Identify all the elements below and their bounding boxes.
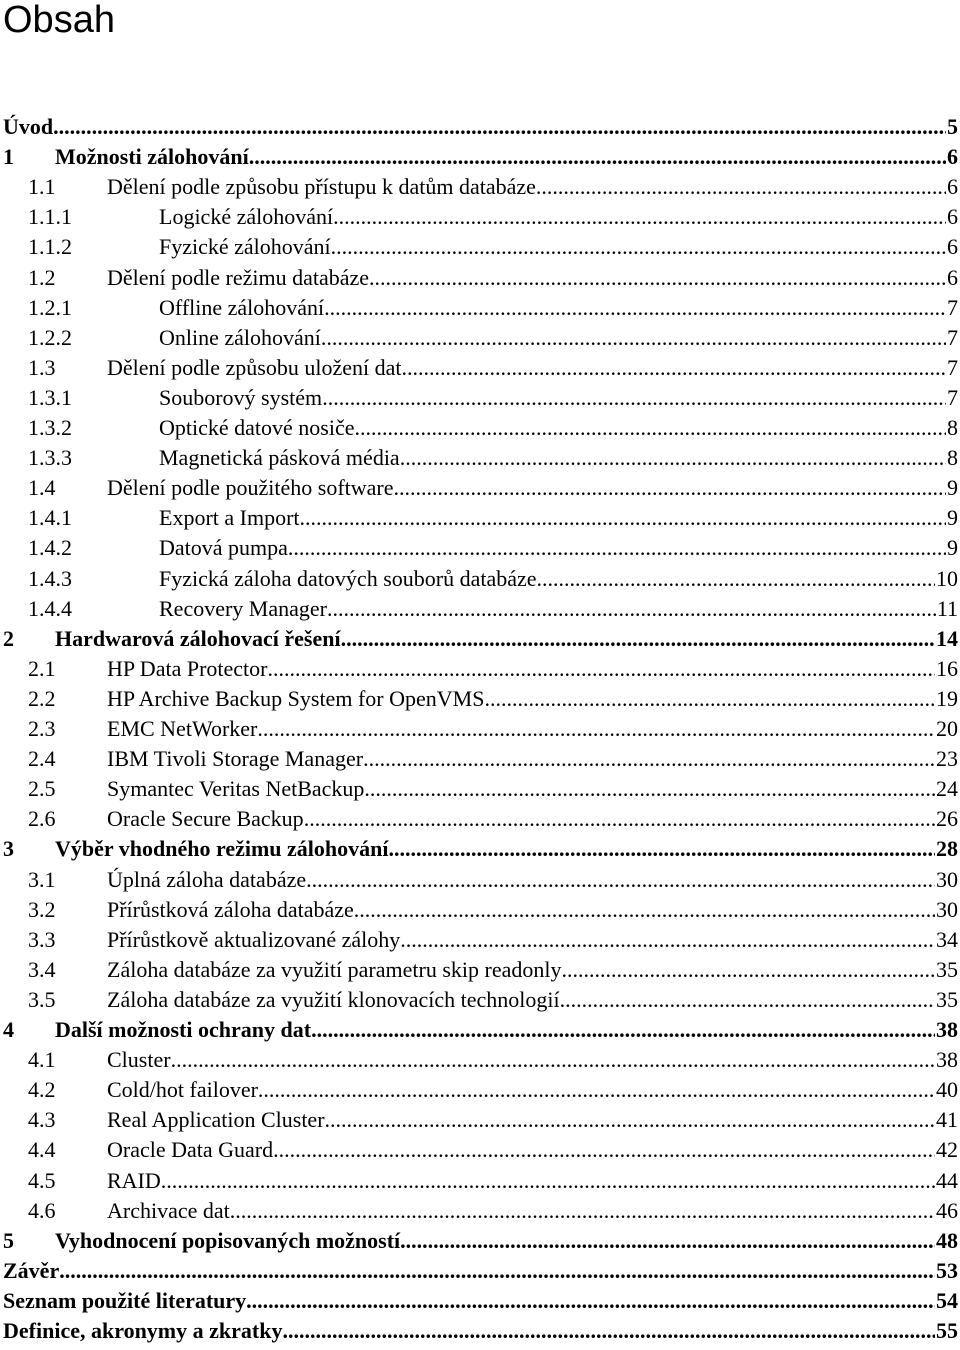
- toc-entry[interactable]: [0, 473, 960, 503]
- dot-leader: [560, 985, 935, 1015]
- dot-leader: [536, 172, 946, 202]
- toc-entry[interactable]: [0, 1166, 960, 1196]
- toc-entry[interactable]: [0, 1135, 960, 1165]
- toc-entry-page-number[interactable]: 10: [936, 566, 958, 591]
- toc-entry-line: [159, 443, 960, 473]
- toc-entry-title[interactable]: Dělení podle použitého software: [107, 475, 394, 500]
- toc-entry[interactable]: [0, 263, 960, 293]
- toc-entry-line: [107, 353, 960, 383]
- toc-entry-page-number[interactable]: 8: [947, 445, 958, 470]
- toc-entry-title[interactable]: Export a Import: [159, 505, 300, 530]
- dot-leader: [364, 774, 935, 804]
- toc-entry-page-number[interactable]: 41: [936, 1107, 958, 1132]
- toc-entry-line: [107, 473, 960, 503]
- toc-entry-title[interactable]: Dělení podle způsobu přístupu k datům databáze: [107, 174, 536, 199]
- toc-entry[interactable]: [0, 533, 960, 563]
- toc-entry[interactable]: [0, 353, 960, 383]
- dot-leader: [230, 1196, 935, 1226]
- toc-entry-line: [55, 142, 960, 172]
- toc-entry-line: [159, 202, 960, 232]
- toc-entry[interactable]: [0, 1105, 960, 1135]
- toc-entry-line: [159, 564, 960, 594]
- toc-entry-title[interactable]: Další možnosti ochrany dat: [55, 1017, 312, 1042]
- toc-entry-page-number[interactable]: 55: [936, 1318, 958, 1343]
- dot-leader: [354, 895, 935, 925]
- toc-entry-page-number[interactable]: 20: [936, 716, 958, 741]
- toc-entry-page-number[interactable]: 38: [936, 1047, 958, 1072]
- dot-leader: [59, 1256, 935, 1286]
- toc-entry-line: [55, 624, 960, 654]
- toc-entry-number: 3.5: [28, 987, 56, 1012]
- toc-entry-number: 1.2.1: [28, 295, 72, 320]
- toc-entry-title[interactable]: Archivace dat: [107, 1198, 230, 1223]
- toc-entry-number: 3.4: [28, 957, 56, 982]
- toc-entry-page-number[interactable]: 6: [947, 234, 958, 259]
- toc-entry-page-number[interactable]: 9: [947, 475, 958, 500]
- toc-entry-page-number[interactable]: 19: [936, 686, 958, 711]
- toc-entry-line: [159, 323, 960, 353]
- dot-leader: [282, 1316, 935, 1346]
- toc-entry-line: [107, 774, 960, 804]
- toc-entry[interactable]: [0, 1316, 960, 1346]
- toc-entry-title[interactable]: Real Application Cluster: [107, 1107, 325, 1132]
- toc-entry-number: 4.1: [28, 1047, 56, 1072]
- toc-entry-page-number[interactable]: 6: [947, 265, 958, 290]
- dot-leader: [363, 744, 935, 774]
- dot-leader: [161, 1166, 935, 1196]
- toc-entry-number: 3: [3, 836, 14, 861]
- toc-entry[interactable]: [0, 925, 960, 955]
- toc-entry-page-number[interactable]: 11: [936, 596, 958, 621]
- toc-entry-number: 1.1: [28, 174, 56, 199]
- toc-entry-line: [159, 533, 960, 563]
- toc-entry-number: 4.4: [28, 1137, 56, 1162]
- dot-leader: [537, 564, 935, 594]
- toc-entry-title[interactable]: Fyzické zálohování: [159, 234, 331, 259]
- toc-entry-line: [107, 804, 960, 834]
- toc-entry-number: 3.3: [28, 927, 56, 952]
- toc-entry-title[interactable]: Datová pumpa: [159, 535, 288, 560]
- toc-entry-page-number[interactable]: 24: [936, 776, 958, 801]
- toc-entry-line: [3, 1316, 960, 1346]
- dot-leader: [322, 383, 946, 413]
- toc-entry-title[interactable]: Úvod: [3, 114, 54, 139]
- toc-entry[interactable]: [0, 202, 960, 232]
- toc-entry-number: 1.1.1: [28, 204, 72, 229]
- toc-entry-page-number[interactable]: 35: [936, 957, 958, 982]
- dot-leader: [400, 1226, 935, 1256]
- toc-entry-title[interactable]: Možnosti zálohování: [55, 144, 249, 169]
- toc-entry-line: [107, 895, 960, 925]
- toc-entry-title[interactable]: Závěr: [3, 1258, 60, 1283]
- toc-entry-line: [107, 654, 960, 684]
- toc-entry-number: 1.4.3: [28, 566, 72, 591]
- toc-entry-number: 1.3.1: [28, 385, 72, 410]
- toc-entry-line: [107, 985, 960, 1015]
- toc-entry-line: [107, 1075, 960, 1105]
- toc-entry[interactable]: [0, 1075, 960, 1105]
- dot-leader: [325, 1105, 935, 1135]
- toc-entry-title[interactable]: Fyzická záloha datových souborů databáze: [159, 566, 537, 591]
- dot-leader: [267, 654, 935, 684]
- toc-entry-number: 1.4: [28, 475, 56, 500]
- toc-entry-page-number[interactable]: 34: [936, 927, 958, 952]
- dot-leader: [249, 142, 946, 172]
- toc-entry-title[interactable]: Offline zálohování: [159, 295, 325, 320]
- dot-leader: [327, 594, 936, 624]
- toc-entry[interactable]: [0, 684, 960, 714]
- toc-entry[interactable]: [0, 714, 960, 744]
- toc-entry-line: [107, 263, 960, 293]
- toc-entry[interactable]: [0, 1015, 960, 1045]
- toc-entry-page-number[interactable]: 7: [947, 355, 958, 380]
- toc-entry[interactable]: [0, 564, 960, 594]
- toc-entry-number: 1.2.2: [28, 325, 72, 350]
- toc-entry-title[interactable]: Záloha databáze za využití parametru skip readonly: [107, 957, 562, 982]
- toc-entry-page-number[interactable]: 7: [947, 325, 958, 350]
- toc-entry-number: 3.2: [28, 897, 56, 922]
- toc-entry-title[interactable]: Magnetická pásková média: [159, 445, 400, 470]
- toc-entry-number: 2.4: [28, 746, 56, 771]
- toc-entry-line: [55, 1015, 960, 1045]
- dot-leader: [401, 353, 946, 383]
- toc-entry[interactable]: [0, 895, 960, 925]
- toc-entry-number: 4: [3, 1017, 14, 1042]
- toc-entry-page-number[interactable]: 28: [936, 836, 958, 861]
- toc-entry-number: 4.3: [28, 1107, 56, 1132]
- toc-entry-number: 1.4.4: [28, 596, 72, 621]
- toc-entry-page-number[interactable]: 38: [936, 1017, 958, 1042]
- dot-leader: [341, 624, 935, 654]
- toc-entry-line: [3, 112, 960, 142]
- toc-entry-title[interactable]: Výběr vhodného režimu zálohování: [55, 836, 389, 861]
- dot-leader: [257, 714, 935, 744]
- toc-entry-number: 5: [3, 1228, 14, 1253]
- toc-entry[interactable]: [0, 865, 960, 895]
- toc-entry-page-number[interactable]: 26: [936, 806, 958, 831]
- toc-entry-line: [3, 1286, 960, 1316]
- toc-entry-line: [3, 1256, 960, 1286]
- toc-entry-line: [107, 744, 960, 774]
- toc-entry-title[interactable]: EMC NetWorker: [107, 716, 258, 741]
- toc-entry-page-number[interactable]: 7: [947, 385, 958, 410]
- toc-entry-page-number[interactable]: 5: [947, 114, 958, 139]
- dot-leader: [400, 925, 935, 955]
- toc-entry-page-number[interactable]: 48: [936, 1228, 958, 1253]
- toc-entry-title[interactable]: IBM Tivoli Storage Manager: [107, 746, 364, 771]
- toc-entry[interactable]: [0, 323, 960, 353]
- dot-leader: [321, 323, 946, 353]
- toc-entry-number: 1.2: [28, 265, 56, 290]
- toc-entry-title[interactable]: Seznam použité literatury: [3, 1288, 247, 1313]
- toc-entry-line: [55, 834, 960, 864]
- toc-entry-line: [107, 172, 960, 202]
- toc-entry-line: [107, 1135, 960, 1165]
- toc-entry-line: [107, 684, 960, 714]
- toc-entry-page-number[interactable]: 8: [947, 415, 958, 440]
- toc-entry-title[interactable]: Optické datové nosiče: [159, 415, 355, 440]
- toc-entry[interactable]: [0, 112, 960, 142]
- toc-entry-title[interactable]: Dělení podle způsobu uložení dat: [107, 355, 402, 380]
- toc-entry-title[interactable]: Vyhodnocení popisovaných možností: [55, 1228, 401, 1253]
- toc-entry-title[interactable]: Oracle Secure Backup: [107, 806, 304, 831]
- toc-entry-line: [107, 714, 960, 744]
- toc-entry-line: [107, 925, 960, 955]
- page-title: Obsah: [3, 0, 115, 41]
- toc-entry-number: 2.5: [28, 776, 56, 801]
- toc-entry-number: 2.1: [28, 656, 56, 681]
- toc-entry[interactable]: [0, 413, 960, 443]
- toc-entry[interactable]: [0, 232, 960, 262]
- toc-entry-number: 2.3: [28, 716, 56, 741]
- dot-leader: [400, 443, 946, 473]
- toc-entry-number: 1.1.2: [28, 234, 72, 259]
- toc-entry[interactable]: [0, 955, 960, 985]
- toc-entry-line: [107, 1196, 960, 1226]
- dot-leader: [389, 834, 936, 864]
- dot-leader: [246, 1286, 935, 1316]
- dot-leader: [311, 1015, 935, 1045]
- dot-leader: [394, 473, 946, 503]
- toc-entry[interactable]: [0, 1045, 960, 1075]
- toc-entry-line: [159, 293, 960, 323]
- dot-leader: [369, 263, 946, 293]
- toc-entry-page-number[interactable]: 54: [936, 1288, 958, 1313]
- toc-entry[interactable]: [0, 142, 960, 172]
- toc-entry-line: [107, 1045, 960, 1075]
- toc-entry-title[interactable]: Definice, akronymy a zkratky: [3, 1318, 283, 1343]
- toc-entry-number: 4.6: [28, 1198, 56, 1223]
- toc-entry-line: [159, 232, 960, 262]
- toc-entry-line: [159, 383, 960, 413]
- toc-entry-number: 1.4.1: [28, 505, 72, 530]
- toc-entry-page-number[interactable]: 6: [947, 174, 958, 199]
- toc-entry[interactable]: [0, 1196, 960, 1226]
- toc-entry[interactable]: [0, 293, 960, 323]
- toc-entry-page-number[interactable]: 9: [947, 535, 958, 560]
- toc-entry-page-number[interactable]: 44: [936, 1168, 958, 1193]
- toc-entry-page-number[interactable]: 23: [936, 746, 958, 771]
- toc-entry-number: 1: [3, 144, 14, 169]
- toc-entry-title[interactable]: Symantec Veritas NetBackup: [107, 776, 365, 801]
- toc-entry-line: [107, 1105, 960, 1135]
- dot-leader: [171, 1045, 935, 1075]
- toc-entry-title[interactable]: HP Archive Backup System for OpenVMS: [107, 686, 485, 711]
- toc-entry-number: 4.5: [28, 1168, 56, 1193]
- dot-leader: [288, 533, 946, 563]
- dot-leader: [273, 1135, 935, 1165]
- toc-entry[interactable]: [0, 834, 960, 864]
- dot-leader: [300, 503, 946, 533]
- toc-entry-line: [159, 413, 960, 443]
- toc-entry[interactable]: [0, 594, 960, 624]
- dot-leader: [484, 684, 935, 714]
- toc-entry-number: 2: [3, 626, 14, 651]
- toc-entry[interactable]: [0, 744, 960, 774]
- toc-entry-page-number[interactable]: 9: [947, 505, 958, 530]
- toc-entry[interactable]: [0, 1286, 960, 1316]
- dot-leader: [53, 112, 946, 142]
- toc-entry-line: [107, 955, 960, 985]
- toc-entry-page-number[interactable]: 35: [936, 987, 958, 1012]
- toc-entry-title[interactable]: RAID: [107, 1168, 161, 1193]
- toc-entry-title[interactable]: Cluster: [107, 1047, 171, 1072]
- toc-entry-page-number[interactable]: 46: [936, 1198, 958, 1223]
- toc-entry-title[interactable]: Logické zálohování: [159, 204, 334, 229]
- toc-entry[interactable]: [0, 172, 960, 202]
- toc-entry-title[interactable]: Přírůstkově aktualizované zálohy: [107, 927, 401, 952]
- toc-entry-title[interactable]: Záloha databáze za využití klonovacích technologií: [107, 987, 560, 1012]
- toc-entry-line: [159, 594, 960, 624]
- toc-entry-title[interactable]: Cold/hot failover: [107, 1077, 258, 1102]
- toc-entry-page-number[interactable]: 6: [947, 204, 958, 229]
- toc-entry-number: 1.3: [28, 355, 56, 380]
- toc-entry-title[interactable]: Souborový systém: [159, 385, 323, 410]
- toc-entry-number: 4.2: [28, 1077, 56, 1102]
- toc-entry-page-number[interactable]: 6: [947, 144, 958, 169]
- toc-entry[interactable]: [0, 503, 960, 533]
- toc-entry-title[interactable]: HP Data Protector: [107, 656, 268, 681]
- dot-leader: [355, 413, 947, 443]
- dot-leader: [304, 804, 935, 834]
- toc-entry-number: 1.3.2: [28, 415, 72, 440]
- toc-entry-line: [159, 503, 960, 533]
- toc-entry-title[interactable]: Úplná záloha databáze: [107, 867, 307, 892]
- toc-entry-page-number[interactable]: 30: [936, 867, 958, 892]
- toc-entry-line: [107, 1166, 960, 1196]
- toc-entry-number: 1.3.3: [28, 445, 72, 470]
- toc-entry-title[interactable]: Oracle Data Guard: [107, 1137, 274, 1162]
- dot-leader: [258, 1075, 935, 1105]
- toc-entry[interactable]: [0, 774, 960, 804]
- toc-entry[interactable]: [0, 985, 960, 1015]
- toc-entry[interactable]: [0, 654, 960, 684]
- toc-entry-page-number[interactable]: 7: [947, 295, 958, 320]
- toc-entry[interactable]: [0, 624, 960, 654]
- toc-entry-page-number[interactable]: 42: [936, 1137, 958, 1162]
- toc-entry-number: 3.1: [28, 867, 56, 892]
- toc-entry-number: 2.6: [28, 806, 56, 831]
- toc-entry-page-number[interactable]: 14: [936, 626, 958, 651]
- dot-leader: [561, 955, 935, 985]
- toc-entry[interactable]: [0, 443, 960, 473]
- toc-entry-page-number[interactable]: 40: [936, 1077, 958, 1102]
- toc-entry-title[interactable]: Přírůstková záloha databáze: [107, 897, 354, 922]
- toc-entry-page-number[interactable]: 30: [936, 897, 958, 922]
- toc-entry-line: [55, 1226, 960, 1256]
- toc-entry-title[interactable]: Hardwarová zálohovací řešení: [55, 626, 341, 651]
- dot-leader: [324, 293, 946, 323]
- toc-entry-number: 2.2: [28, 686, 56, 711]
- toc-entry-title[interactable]: Recovery Manager: [159, 596, 327, 621]
- dot-leader: [331, 232, 946, 262]
- toc-entry-line: [107, 865, 960, 895]
- toc-entry-page-number[interactable]: 16: [936, 656, 958, 681]
- toc-entry-number: 1.4.2: [28, 535, 72, 560]
- dot-leader: [333, 202, 946, 232]
- toc-entry[interactable]: [0, 1226, 960, 1256]
- toc-entry[interactable]: [0, 804, 960, 834]
- toc-entry-title[interactable]: Online zálohování: [159, 325, 321, 350]
- toc-entry[interactable]: [0, 383, 960, 413]
- toc-entry[interactable]: [0, 1256, 960, 1286]
- toc-entry-title[interactable]: Dělení podle režimu databáze: [107, 265, 370, 290]
- toc-entry-page-number[interactable]: 53: [936, 1258, 958, 1283]
- dot-leader: [306, 865, 935, 895]
